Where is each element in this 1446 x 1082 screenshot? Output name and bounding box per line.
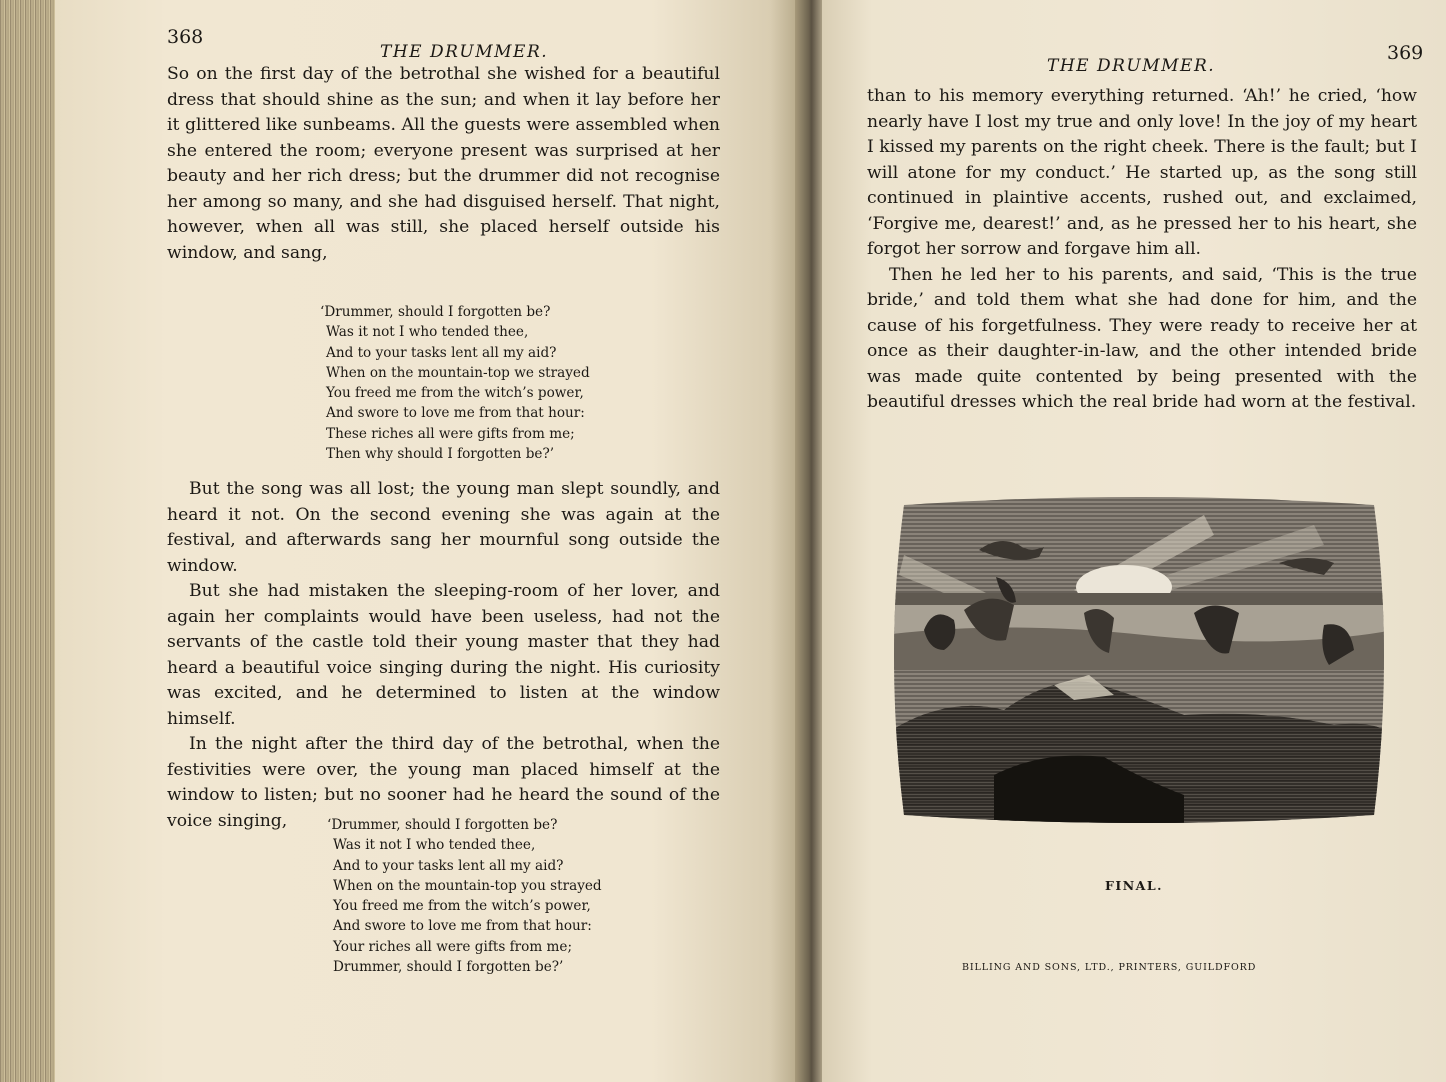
verse-line: And swore to love me from that hour: [333,918,592,935]
page-edges [0,0,60,1082]
verse-line: Was it not I who tended thee, [326,324,529,341]
paragraph: But she had mistaken the sleeping-room of her lover, and again her complaints would have been useless, had not the servants of the castle told their young master that they had heard a beautiful voice singing during the night. His curiosity was excited, and he determined to listen at the window himself. [167,581,720,729]
paragraph: than to his memory everything returned. ‘Ah!’ he cried, ‘how nearly have I lost my true and only love! In the joy of my heart I kissed my parents on the right cheek. There is the fault; but I will atone for my conduct.’ He started up, as the song still continued in plaintive accents, rushed out, and exclaimed, ‘Forgive me, dearest!’ and, as he pressed her to his heart, she forgot her sorrow and forgave him all. [867,86,1417,259]
verse-line: And to your tasks lent all my aid? [326,344,557,361]
verse-line: And swore to love me from that hour: [326,405,585,422]
verse-line: ‘Drummer, should I forgotten be? [320,304,551,320]
text-block-top [167,62,720,266]
text-block-middle [167,477,720,834]
verse-line: Drummer, should I forgotten be?’ [333,959,564,976]
illustration-caption: FINAL. [1105,878,1163,893]
running-head: THE DRUMMER. [1047,56,1216,76]
verse-line: These riches all were gifts from me; [326,425,575,442]
paragraph: So on the first day of the betrothal she wished for a beautiful dress that should shine as the sun; and when it lay before her it glittered like sunbeams. All the guests were assembled when she entered the room; everyone present was surprised at her beauty and her rich dress; but the drummer did not recognise her among so many, and she had disguised herself. That night, however, when all was still, she placed herself outside his window, and sang, [167,64,720,263]
right-page [822,0,1446,1082]
verse-block [327,815,602,977]
paragraph: Then he led her to his parents, and said, ‘This is the true bride,’ and told them what she had done for him, and the cause of his forgetfulness. They were ready to receive her at once as their daughter-in-law, and the other intended bride was made quite contented by being presented with the beautiful dresses which the real bride had worn at the festival. [867,264,1417,412]
running-head: THE DRUMMER. [380,42,549,62]
verse-line: Your riches all were gifts from me; [333,938,573,955]
printer-imprint: BILLING AND SONS, LTD., PRINTERS, GUILDFORD [962,962,1257,973]
text-block [867,84,1417,416]
verse-line: You freed me from the witch’s power, [326,385,584,402]
left-page [55,0,800,1082]
engraving-illustration [884,495,1394,825]
paragraph: But the song was all lost; the young man slept soundly, and heard it not. On the second evening she was again at the festival, and afterwards sang her mournful song outside the window. [167,479,720,576]
verse-line: When on the mountain-top you strayed [333,877,602,894]
verse-line: You freed me from the witch’s power, [333,898,591,915]
book-gutter [795,0,825,1082]
verse-line: Then why should I forgotten be?’ [326,446,555,463]
verse-block [320,302,590,464]
verse-line: And to your tasks lent all my aid? [333,857,564,874]
page-number: 369 [1387,42,1424,64]
paragraph: In the night after the third day of the betrothal, when the festivities were over, the young man placed himself at the window to listen; but no sooner had he heard the sound of the voice singing, [167,734,720,831]
page-number: 368 [167,26,204,48]
verse-line: Was it not I who tended thee, [333,837,536,854]
verse-line: ‘Drummer, should I forgotten be? [327,817,558,833]
verse-line: When on the mountain-top we strayed [326,364,590,381]
